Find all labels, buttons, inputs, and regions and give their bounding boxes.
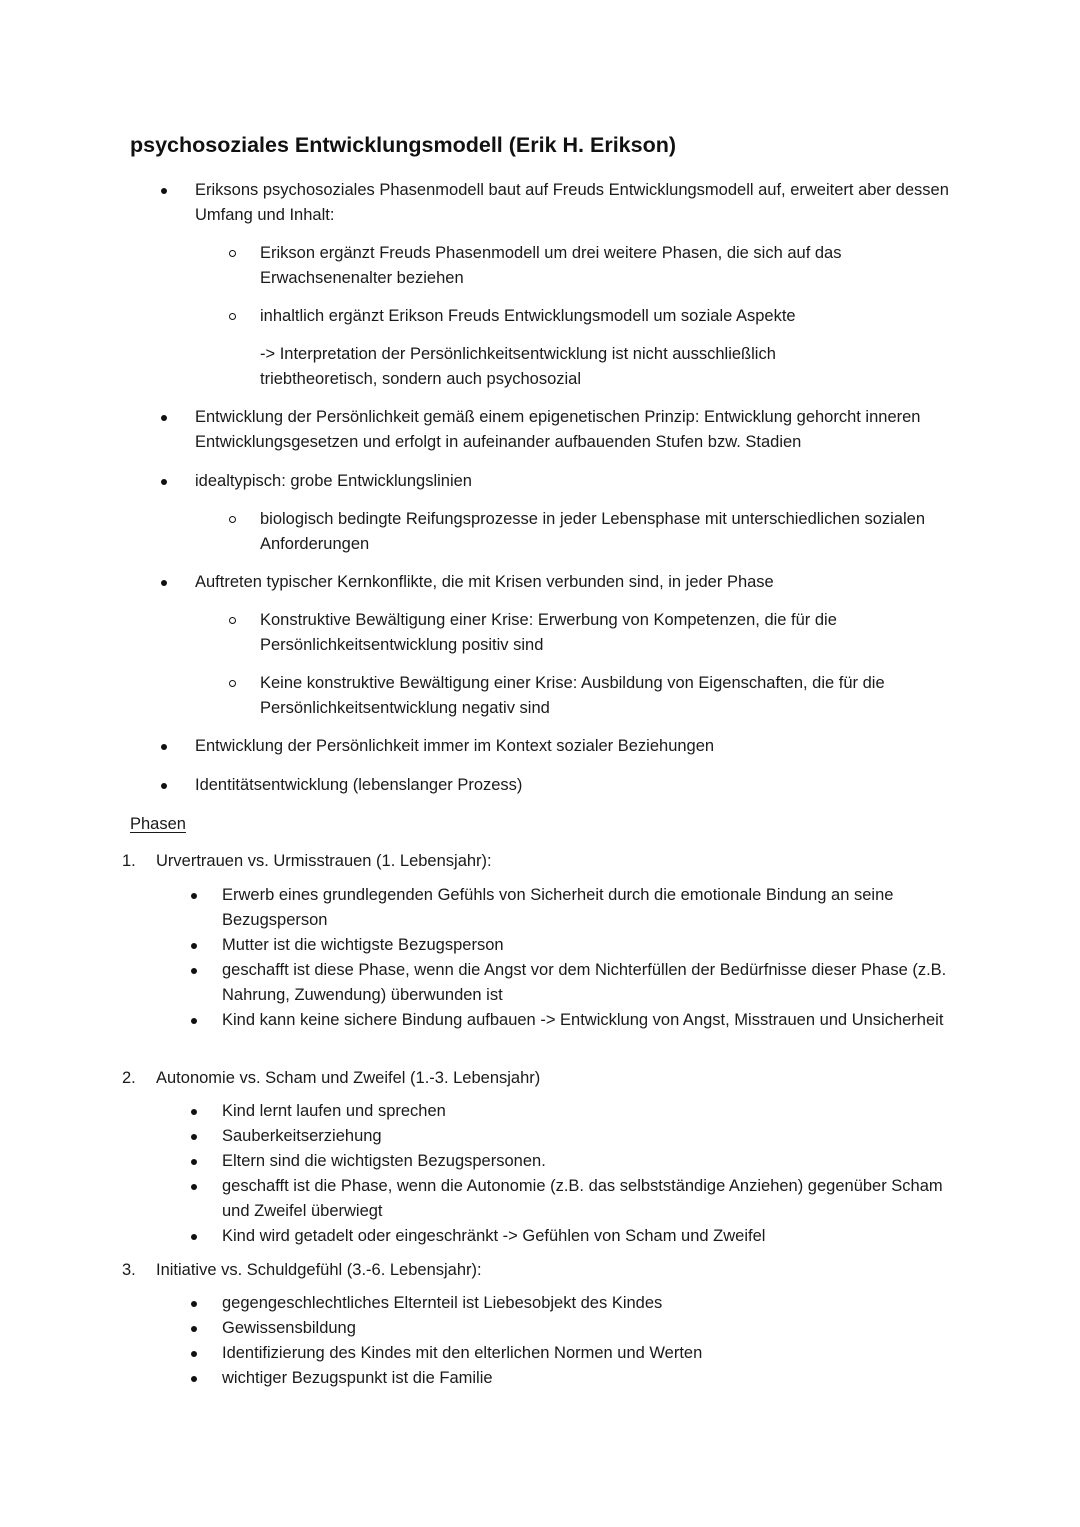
bullet-icon: [161, 783, 167, 789]
bullet-text: Eriksons psychosoziales Phasenmodell baut auf Freuds Entwicklungsmodell auf, erweitert aber dessen Umfang und Inhalt:: [195, 181, 949, 224]
phase-item: [222, 883, 962, 933]
phase-item-text: Eltern sind die wichtigsten Bezugspersonen.: [222, 1152, 546, 1170]
bullet-item: [195, 178, 970, 228]
sub-bullet-item: [260, 241, 970, 291]
phase-item-text: Identifizierung des Kindes mit den elterlichen Normen und Werten: [222, 1344, 703, 1362]
bullet-text: Entwicklung der Persönlichkeit immer im Kontext sozialer Beziehungen: [195, 737, 715, 755]
circle-bullet-icon: [229, 250, 236, 257]
phase-item: [222, 1224, 962, 1249]
bullet-icon: [191, 893, 197, 899]
section-heading-phasen: Phasen: [130, 815, 186, 833]
bullet-icon: [191, 1159, 197, 1165]
phase-item: [222, 1316, 962, 1341]
bullet-text: Identitätsentwicklung (lebenslanger Prozess): [195, 776, 523, 794]
phase-title: Initiative vs. Schuldgefühl (3.-6. Lebensjahr):: [156, 1261, 482, 1279]
bullet-icon: [161, 188, 167, 194]
circle-bullet-icon: [229, 617, 236, 624]
phase-item-text: Kind wird getadelt oder eingeschränkt -> Gefühlen von Scham und Zweifel: [222, 1227, 766, 1245]
bullet-item: [195, 773, 970, 798]
phase-item-text: gegengeschlechtliches Elternteil ist Liebesobjekt des Kindes: [222, 1294, 663, 1312]
phase-item: [222, 1291, 962, 1316]
phase-item-text: Mutter ist die wichtigste Bezugsperson: [222, 936, 504, 954]
bullet-icon: [191, 968, 197, 974]
continuation-text: -> Interpretation der Persönlichkeitsentwicklung ist nicht ausschließlich triebtheoretisch, sondern auch psychosozial: [260, 345, 776, 388]
sub-bullet-text: Konstruktive Bewältigung einer Krise: Erwerbung von Kompetenzen, die für die Persönlichkeitsentwicklung positiv sind: [260, 611, 837, 654]
phase-number: 3.: [122, 1261, 136, 1279]
phase-title: Autonomie vs. Scham und Zweifel (1.-3. Lebensjahr): [156, 1069, 541, 1087]
bullet-icon: [191, 943, 197, 949]
bullet-icon: [161, 479, 167, 485]
phase-item-text: Kind lernt laufen und sprechen: [222, 1102, 446, 1120]
sub-bullet-text: Keine konstruktive Bewältigung einer Krise: Ausbildung von Eigenschaften, die für die Persönlichkeitsentwicklung negativ sind: [260, 674, 885, 717]
bullet-icon: [191, 1234, 197, 1240]
circle-bullet-icon: [229, 313, 236, 320]
bullet-icon: [191, 1301, 197, 1307]
phase-item: [222, 933, 962, 958]
phase-item: [222, 1341, 962, 1366]
phase-item-text: Erwerb eines grundlegenden Gefühls von Sicherheit durch die emotionale Bindung an seine Bezugsperson: [222, 886, 894, 929]
phase-heading: [122, 849, 822, 874]
page-title: psychosoziales Entwicklungsmodell (Erik H. Erikson): [130, 133, 677, 157]
phase-item-text: Gewissensbildung: [222, 1319, 356, 1337]
phase-item: [222, 1008, 962, 1033]
phase-item-text: geschafft ist diese Phase, wenn die Angst vor dem Nichterfüllen der Bedürfnisse dieser Phase (z.B. Nahrung, Zuwendung) überwunden ist: [222, 961, 947, 1004]
bullet-icon: [161, 744, 167, 750]
sub-bullet-item: [260, 608, 920, 658]
bullet-text: Entwicklung der Persönlichkeit gemäß einem epigenetischen Prinzip: Entwicklung gehorcht inneren Entwicklungsgesetzen und erfolgt in aufeinander aufbauenden Stufen bzw. Stadien: [195, 408, 921, 451]
bullet-icon: [191, 1326, 197, 1332]
sub-bullet-item: [260, 304, 970, 329]
phase-title: Urvertrauen vs. Urmisstrauen (1. Lebensjahr):: [156, 852, 492, 870]
circle-bullet-icon: [229, 680, 236, 687]
phase-item-text: Sauberkeitserziehung: [222, 1127, 382, 1145]
bullet-item: [195, 570, 970, 595]
bullet-icon: [191, 1351, 197, 1357]
phase-item: [222, 1366, 962, 1391]
bullet-icon: [161, 580, 167, 586]
phase-item: [222, 1099, 962, 1124]
bullet-text: Auftreten typischer Kernkonflikte, die mit Krisen verbunden sind, in jeder Phase: [195, 573, 774, 591]
bullet-icon: [191, 1018, 197, 1024]
phase-item: [222, 1174, 962, 1224]
phase-heading: [122, 1258, 822, 1283]
sub-bullet-text: Erikson ergänzt Freuds Phasenmodell um drei weitere Phasen, die sich auf das Erwachsenenalter beziehen: [260, 244, 842, 287]
sub-bullet-item: [260, 507, 940, 557]
bullet-icon: [191, 1109, 197, 1115]
circle-bullet-icon: [229, 516, 236, 523]
bullet-icon: [191, 1134, 197, 1140]
phase-item-text: Kind kann keine sichere Bindung aufbauen -> Entwicklung von Angst, Misstrauen und Unsicherheit: [222, 1011, 944, 1029]
phase-item-text: wichtiger Bezugspunkt ist die Familie: [222, 1369, 493, 1387]
bullet-icon: [191, 1376, 197, 1382]
phase-heading: [122, 1066, 822, 1091]
phase-number: 2.: [122, 1069, 136, 1087]
phase-item: [222, 958, 962, 1008]
bullet-text: idealtypisch: grobe Entwicklungslinien: [195, 472, 472, 490]
phase-number: 1.: [122, 852, 136, 870]
sub-bullet-item: [260, 671, 970, 721]
bullet-item: [195, 469, 970, 494]
phase-item: [222, 1124, 962, 1149]
phase-item: [222, 1149, 962, 1174]
bullet-icon: [191, 1184, 197, 1190]
phase-item-text: geschafft ist die Phase, wenn die Autonomie (z.B. das selbstständige Anziehen) gegenüber Scham und Zweifel überwiegt: [222, 1177, 943, 1220]
bullet-item: [195, 405, 970, 455]
bullet-icon: [161, 415, 167, 421]
sub-bullet-text: biologisch bedingte Reifungsprozesse in jeder Lebensphase mit unterschiedlichen sozialen Anforderungen: [260, 510, 926, 553]
bullet-item: [195, 734, 970, 759]
sub-bullet-text: inhaltlich ergänzt Erikson Freuds Entwicklungsmodell um soziale Aspekte: [260, 307, 796, 325]
